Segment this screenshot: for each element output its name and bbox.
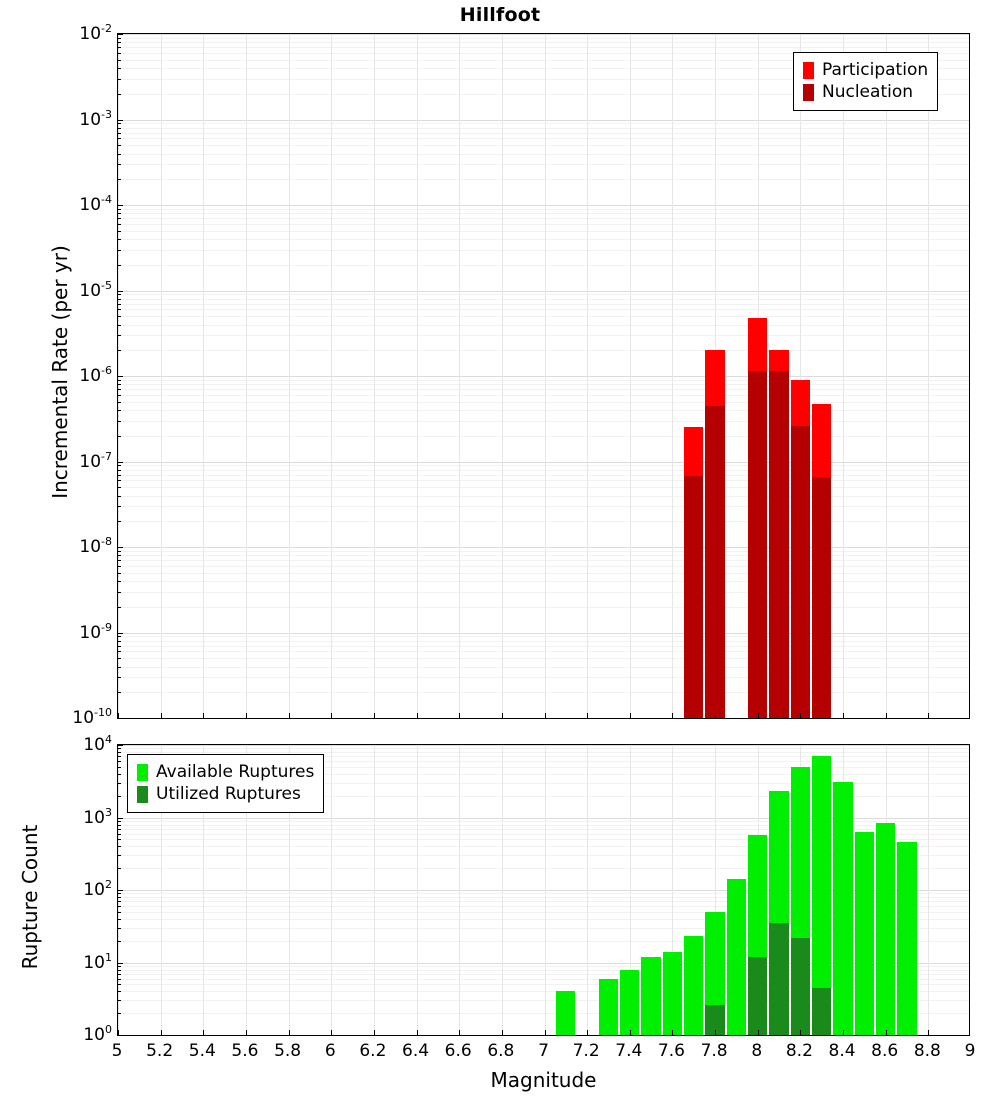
y-tick-mark <box>118 941 121 942</box>
gridline-vertical <box>672 34 673 718</box>
y-tick-mark <box>118 462 123 463</box>
gridline-vertical <box>459 745 460 1035</box>
y-tick-mark <box>118 34 123 35</box>
y-tick-mark <box>118 309 121 310</box>
page-title: Hillfoot <box>459 4 541 26</box>
bar-available-ruptures <box>897 842 916 1035</box>
x-tick-mark <box>545 1030 546 1035</box>
x-tick-mark <box>758 1030 759 1035</box>
y-tick-mark <box>118 384 121 385</box>
y-tick-mark <box>118 291 123 292</box>
x-tick-label: 8.8 <box>913 1041 941 1061</box>
y-tick-label: $10^{-5}$ <box>79 279 112 301</box>
y-tick-mark <box>118 205 123 206</box>
gridline-vertical <box>886 34 887 718</box>
gridline-vertical <box>417 34 418 718</box>
bar-utilized-ruptures <box>791 938 810 1035</box>
y-tick-mark <box>118 335 121 336</box>
gridline-vertical <box>843 34 844 718</box>
y-tick-mark <box>118 821 121 822</box>
gridline-vertical <box>331 34 332 718</box>
x-tick-mark <box>374 1030 375 1035</box>
y-tick-mark <box>118 979 121 980</box>
y-tick-label: $10^0$ <box>83 1023 112 1045</box>
y-tick-mark <box>118 224 121 225</box>
y-tick-mark <box>118 829 121 830</box>
y-tick-mark <box>118 299 121 300</box>
y-tick-mark <box>118 607 121 608</box>
y-tick-mark <box>118 818 123 819</box>
x-tick-mark <box>800 1030 801 1035</box>
plot-area-top <box>118 34 969 718</box>
x-tick-label: 7.2 <box>572 1041 600 1061</box>
y-tick-label: $10^{-10}$ <box>72 706 112 728</box>
y-tick-mark <box>118 718 123 719</box>
legend-label: Nucleation <box>822 82 914 102</box>
y-tick-mark <box>118 213 121 214</box>
y-tick-mark <box>118 551 121 552</box>
legend-swatch-icon <box>137 764 148 781</box>
x-tick-mark <box>758 713 759 718</box>
y-tick-mark <box>118 179 121 180</box>
y-tick-mark <box>118 68 121 69</box>
x-tick-label: 5 <box>111 1041 123 1061</box>
y-tick-label: $10^{-3}$ <box>79 108 112 130</box>
gridline-vertical <box>545 34 546 718</box>
y-tick-label: $10^{-8}$ <box>79 535 112 557</box>
bar-nucleation <box>684 476 703 718</box>
x-tick-label: 6.6 <box>444 1041 472 1061</box>
y-tick-mark <box>118 796 121 797</box>
y-tick-mark <box>118 410 121 411</box>
y-tick-mark <box>118 783 121 784</box>
y-tick-mark <box>118 480 121 481</box>
y-tick-mark <box>118 919 121 920</box>
y-tick-mark <box>118 974 121 975</box>
x-tick-mark <box>800 713 801 718</box>
y-tick-mark <box>118 834 121 835</box>
legend-swatch-icon <box>137 786 148 803</box>
legend-top <box>793 52 938 111</box>
y-tick-mark <box>118 465 121 466</box>
bar-available-ruptures <box>876 823 895 1035</box>
x-tick-mark <box>331 713 332 718</box>
y-tick-mark <box>118 966 121 967</box>
y-tick-mark <box>118 756 121 757</box>
gridline-vertical <box>374 745 375 1035</box>
bar-available-ruptures <box>727 879 746 1035</box>
y-tick-mark <box>118 767 121 768</box>
y-tick-mark <box>118 79 121 80</box>
x-tick-mark <box>843 1030 844 1035</box>
y-tick-mark <box>118 633 123 634</box>
bar-nucleation <box>748 371 767 718</box>
y-tick-mark <box>118 692 121 693</box>
gridline-vertical <box>587 34 588 718</box>
x-tick-mark <box>289 713 290 718</box>
y-tick-mark <box>118 984 121 985</box>
gridline-vertical <box>417 745 418 1035</box>
y-tick-mark <box>118 436 121 437</box>
gridline-vertical <box>630 34 631 718</box>
y-tick-mark <box>118 94 121 95</box>
y-tick-mark <box>118 316 121 317</box>
y-tick-mark <box>118 846 121 847</box>
bar-nucleation <box>769 371 788 718</box>
y-tick-mark <box>118 636 121 637</box>
legend-swatch-icon <box>803 62 814 79</box>
y-tick-mark <box>118 566 121 567</box>
x-tick-mark <box>843 713 844 718</box>
y-tick-label: $10^4$ <box>83 733 112 755</box>
bar-utilized-ruptures <box>812 988 831 1035</box>
x-tick-mark <box>246 1030 247 1035</box>
x-tick-mark <box>928 1030 929 1035</box>
y-tick-label: $10^{-7}$ <box>79 450 112 472</box>
y-tick-mark <box>118 128 121 129</box>
x-tick-mark <box>545 713 546 718</box>
y-tick-mark <box>118 294 121 295</box>
legend-label: Utilized Ruptures <box>156 784 301 804</box>
y-tick-mark <box>118 745 123 746</box>
bar-available-ruptures <box>620 970 639 1035</box>
bar-utilized-ruptures <box>684 1035 703 1036</box>
legend-item <box>803 59 928 81</box>
x-tick-mark <box>886 1030 887 1035</box>
y-tick-mark <box>118 641 121 642</box>
y-tick-mark <box>118 42 121 43</box>
y-tick-mark <box>118 651 121 652</box>
y-tick-mark <box>118 496 121 497</box>
y-tick-mark <box>118 906 121 907</box>
legend-swatch-icon <box>803 84 814 101</box>
y-tick-mark <box>118 646 121 647</box>
y-tick-mark <box>118 350 121 351</box>
gridline-vertical <box>374 34 375 718</box>
y-tick-mark <box>118 231 121 232</box>
x-tick-label: 6.8 <box>487 1041 515 1061</box>
y-tick-mark <box>118 560 121 561</box>
y-tick-mark <box>118 120 123 121</box>
x-tick-label: 6 <box>324 1041 336 1061</box>
y-tick-mark <box>118 748 121 749</box>
x-tick-mark <box>374 713 375 718</box>
y-tick-mark <box>118 506 121 507</box>
gridline-vertical <box>331 745 332 1035</box>
x-tick-label: 8 <box>751 1041 763 1061</box>
bar-nucleation <box>791 426 810 718</box>
bar-utilized-ruptures <box>769 923 788 1035</box>
y-tick-mark <box>118 547 123 548</box>
y-tick-mark <box>118 154 121 155</box>
y-tick-mark <box>118 421 121 422</box>
gridline-vertical <box>246 34 247 718</box>
x-tick-mark <box>331 1030 332 1035</box>
gridline-horizontal <box>118 1035 969 1036</box>
bar-available-ruptures <box>833 782 852 1035</box>
bar-available-ruptures <box>556 991 575 1035</box>
x-tick-mark <box>203 1030 204 1035</box>
x-tick-mark <box>459 1030 460 1035</box>
y-tick-mark <box>118 470 121 471</box>
y-tick-mark <box>118 581 121 582</box>
y-tick-mark <box>118 1000 121 1001</box>
y-tick-mark <box>118 963 123 964</box>
legend-item <box>137 783 314 805</box>
x-tick-mark <box>672 1030 673 1035</box>
y-tick-mark <box>118 475 121 476</box>
bar-utilized-ruptures <box>748 957 767 1035</box>
y-axis-label-bottom: Rupture Count <box>18 824 42 970</box>
rupture-count-chart <box>117 744 970 1036</box>
y-tick-mark <box>118 376 123 377</box>
y-tick-mark <box>118 839 121 840</box>
y-tick-mark <box>118 912 121 913</box>
x-tick-mark <box>502 713 503 718</box>
x-tick-mark <box>715 1030 716 1035</box>
gridline-vertical <box>203 34 204 718</box>
incremental-rate-chart <box>117 33 970 719</box>
y-tick-mark <box>118 901 121 902</box>
bar-nucleation <box>812 477 831 718</box>
legend-label: Available Ruptures <box>156 762 315 782</box>
y-tick-mark <box>118 893 121 894</box>
y-tick-mark <box>118 752 121 753</box>
y-tick-mark <box>118 573 121 574</box>
bar-available-ruptures <box>855 832 874 1035</box>
legend-item <box>137 761 314 783</box>
y-tick-label: $10^{-6}$ <box>79 364 112 386</box>
x-tick-mark <box>203 713 204 718</box>
x-tick-mark <box>672 713 673 718</box>
y-tick-mark <box>118 890 123 891</box>
y-tick-mark <box>118 402 121 403</box>
y-tick-mark <box>118 970 121 971</box>
x-tick-mark <box>587 713 588 718</box>
bar-available-ruptures <box>641 957 660 1035</box>
y-tick-mark <box>118 133 121 134</box>
y-tick-mark <box>118 592 121 593</box>
y-tick-label: $10^3$ <box>83 806 112 828</box>
y-tick-mark <box>118 325 121 326</box>
gridline-horizontal <box>118 718 969 719</box>
x-tick-label: 9 <box>964 1041 976 1061</box>
bar-available-ruptures <box>663 952 682 1035</box>
x-tick-mark <box>886 713 887 718</box>
y-tick-mark <box>118 209 121 210</box>
x-tick-label: 6.2 <box>359 1041 387 1061</box>
y-tick-mark <box>118 825 121 826</box>
y-tick-mark <box>118 250 121 251</box>
bar-available-ruptures <box>599 979 618 1035</box>
x-tick-label: 5.4 <box>188 1041 216 1061</box>
y-tick-mark <box>118 774 121 775</box>
legend-label: Participation <box>822 60 929 80</box>
y-tick-mark <box>118 123 121 124</box>
gridline-vertical <box>928 34 929 718</box>
y-tick-mark <box>118 239 121 240</box>
y-tick-mark <box>118 53 121 54</box>
gridline-vertical <box>502 34 503 718</box>
y-axis-label-top: Incremental Rate (per yr) <box>48 245 72 499</box>
x-tick-label: 7 <box>538 1041 549 1061</box>
x-tick-label: 7.8 <box>700 1041 728 1061</box>
legend-item <box>803 81 928 103</box>
x-tick-mark <box>630 1030 631 1035</box>
y-tick-label: $10^{-2}$ <box>79 22 112 44</box>
x-tick-mark <box>928 713 929 718</box>
x-tick-label: 5.8 <box>274 1041 302 1061</box>
y-tick-mark <box>118 389 121 390</box>
x-tick-mark <box>246 713 247 718</box>
y-tick-mark <box>118 855 121 856</box>
x-tick-label: 8.4 <box>828 1041 856 1061</box>
x-tick-label: 5.2 <box>146 1041 174 1061</box>
bar-available-ruptures <box>684 936 703 1035</box>
y-tick-mark <box>118 1013 121 1014</box>
x-tick-mark <box>630 713 631 718</box>
y-tick-label: $10^2$ <box>83 878 112 900</box>
y-tick-mark <box>118 38 121 39</box>
x-tick-mark <box>459 713 460 718</box>
x-tick-mark <box>417 1030 418 1035</box>
y-tick-mark <box>118 658 121 659</box>
x-tick-mark <box>502 1030 503 1035</box>
gridline-vertical <box>545 745 546 1035</box>
y-tick-mark <box>118 218 121 219</box>
y-tick-mark <box>118 555 121 556</box>
x-tick-mark <box>587 1030 588 1035</box>
x-tick-mark <box>417 713 418 718</box>
y-tick-mark <box>118 677 121 678</box>
x-tick-mark <box>161 1030 162 1035</box>
y-tick-mark <box>118 761 121 762</box>
gridline-vertical <box>502 745 503 1035</box>
gridline-vertical <box>161 34 162 718</box>
y-tick-mark <box>118 265 121 266</box>
y-tick-mark <box>118 60 121 61</box>
x-tick-label: 8.6 <box>871 1041 899 1061</box>
gridline-vertical <box>459 34 460 718</box>
y-tick-mark <box>118 991 121 992</box>
gridline-vertical <box>928 745 929 1035</box>
x-tick-label: 5.6 <box>231 1041 259 1061</box>
x-tick-label: 6.4 <box>402 1041 430 1061</box>
x-tick-label: 8.2 <box>785 1041 813 1061</box>
y-tick-mark <box>118 897 121 898</box>
y-tick-mark <box>118 138 121 139</box>
y-tick-mark <box>118 395 121 396</box>
bar-nucleation <box>705 406 724 718</box>
y-tick-mark <box>118 521 121 522</box>
x-tick-label: 7.4 <box>615 1041 643 1061</box>
y-tick-mark <box>118 1035 123 1036</box>
legend-bottom <box>127 754 324 813</box>
y-tick-mark <box>118 47 121 48</box>
y-tick-mark <box>118 868 121 869</box>
y-tick-label: $10^1$ <box>83 951 112 973</box>
y-tick-mark <box>118 145 121 146</box>
gridline-vertical <box>289 34 290 718</box>
y-tick-mark <box>118 667 121 668</box>
y-tick-mark <box>118 304 121 305</box>
x-tick-label: 7.6 <box>657 1041 685 1061</box>
x-tick-mark <box>715 713 716 718</box>
y-tick-label: $10^{-9}$ <box>79 621 112 643</box>
x-axis-label: Magnitude <box>490 1068 597 1092</box>
x-tick-mark <box>289 1030 290 1035</box>
y-tick-label: $10^{-4}$ <box>79 193 112 215</box>
gridline-vertical <box>587 745 588 1035</box>
y-tick-mark <box>118 380 121 381</box>
y-tick-mark <box>118 928 121 929</box>
y-tick-mark <box>118 164 121 165</box>
x-tick-mark <box>161 713 162 718</box>
y-tick-mark <box>118 487 121 488</box>
